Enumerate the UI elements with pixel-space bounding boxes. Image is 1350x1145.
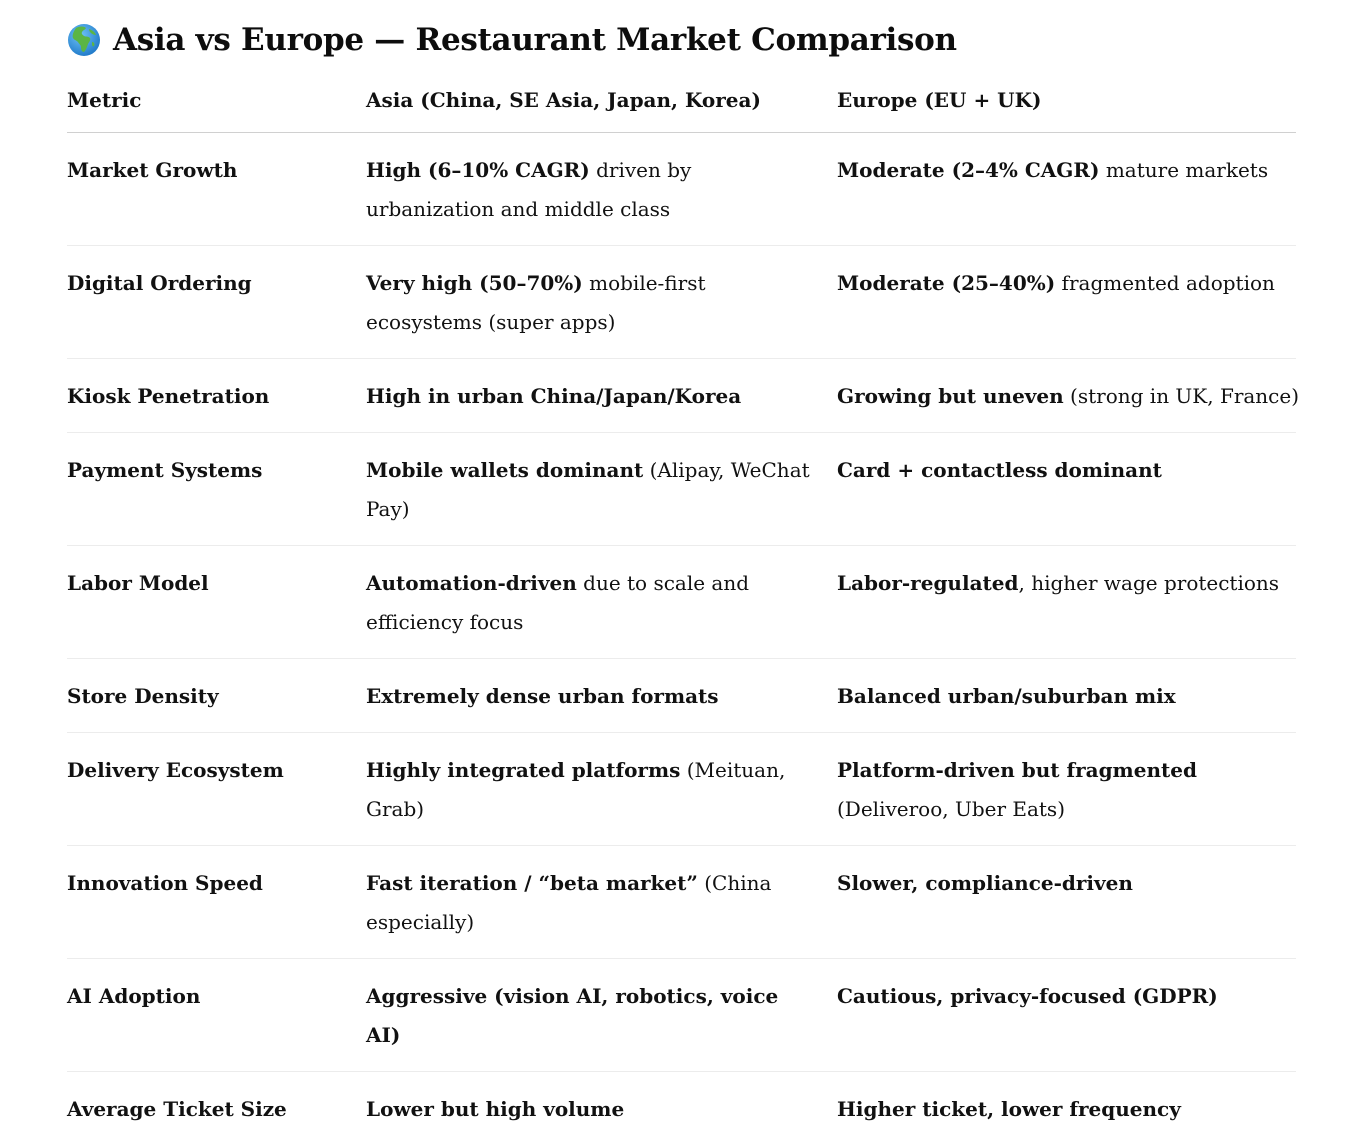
table-row bbox=[67, 546, 1296, 659]
table-header bbox=[67, 74, 1296, 133]
asia-highlight: High in urban China/Japan/Korea bbox=[366, 384, 741, 408]
europe-cell bbox=[837, 133, 1296, 246]
asia-highlight: Aggressive (vision AI, robotics, voice AI) bbox=[366, 984, 778, 1047]
metric-cell: Digital Ordering bbox=[67, 246, 366, 359]
table-row bbox=[67, 959, 1296, 1072]
table-row bbox=[67, 133, 1296, 246]
metric-cell: Delivery Ecosystem bbox=[67, 733, 366, 846]
asia-highlight: Highly integrated platforms bbox=[366, 758, 680, 782]
europe-highlight: Moderate (2–4% CAGR) bbox=[837, 158, 1099, 182]
table-row bbox=[67, 846, 1296, 959]
metric-cell: Payment Systems bbox=[67, 433, 366, 546]
metric-cell: Average Ticket Size bbox=[67, 1072, 366, 1145]
metric-cell: Kiosk Penetration bbox=[67, 359, 366, 433]
asia-cell bbox=[366, 133, 837, 246]
asia-highlight: Fast iteration / “beta market” bbox=[366, 871, 698, 895]
europe-highlight: Moderate (25–40%) bbox=[837, 271, 1055, 295]
table-row bbox=[67, 659, 1296, 733]
table-header-row bbox=[67, 74, 1296, 133]
europe-cell bbox=[837, 433, 1296, 546]
asia-detail: (China especially) bbox=[366, 871, 771, 934]
metric-cell: Innovation Speed bbox=[67, 846, 366, 959]
table-body bbox=[67, 133, 1296, 1145]
europe-detail: (Deliveroo, Uber Eats) bbox=[837, 797, 1065, 821]
asia-cell bbox=[366, 359, 837, 433]
header-asia: Asia (China, SE Asia, Japan, Korea) bbox=[366, 74, 837, 133]
asia-cell bbox=[366, 546, 837, 659]
asia-cell bbox=[366, 846, 837, 959]
table-row bbox=[67, 1072, 1296, 1145]
asia-detail: (Alipay, WeChat Pay) bbox=[366, 458, 810, 521]
europe-highlight: Cautious, privacy-focused (GDPR) bbox=[837, 984, 1218, 1008]
asia-highlight: Mobile wallets dominant bbox=[366, 458, 643, 482]
asia-cell bbox=[366, 733, 837, 846]
comparison-table bbox=[67, 74, 1296, 1145]
asia-cell bbox=[366, 246, 837, 359]
europe-cell bbox=[837, 733, 1296, 846]
asia-cell bbox=[366, 433, 837, 546]
table-row bbox=[67, 433, 1296, 546]
europe-highlight: Growing but uneven bbox=[837, 384, 1064, 408]
asia-highlight: Extremely dense urban formats bbox=[366, 684, 719, 708]
europe-cell bbox=[837, 1072, 1296, 1145]
header-europe: Europe (EU + UK) bbox=[837, 74, 1296, 133]
asia-cell bbox=[366, 1072, 837, 1145]
asia-detail: mobile-first ecosystems (super apps) bbox=[366, 271, 706, 334]
table-row bbox=[67, 359, 1296, 433]
metric-cell: Labor Model bbox=[67, 546, 366, 659]
table-row bbox=[67, 246, 1296, 359]
page-title-text: Asia vs Europe — Restaurant Market Comparison bbox=[113, 22, 957, 58]
europe-highlight: Card + contactless dominant bbox=[837, 458, 1162, 482]
asia-highlight: Lower but high volume bbox=[366, 1097, 624, 1121]
header-metric: Metric bbox=[67, 74, 366, 133]
europe-highlight: Labor-regulated bbox=[837, 571, 1018, 595]
asia-detail: (Meituan, Grab) bbox=[366, 758, 785, 821]
asia-cell bbox=[366, 659, 837, 733]
europe-cell bbox=[837, 959, 1296, 1072]
europe-cell bbox=[837, 359, 1296, 433]
page-title bbox=[67, 0, 1296, 60]
asia-detail: driven by urbanization and middle class bbox=[366, 158, 691, 221]
metric-cell: Store Density bbox=[67, 659, 366, 733]
asia-highlight: Very high (50–70%) bbox=[366, 271, 583, 295]
europe-cell bbox=[837, 546, 1296, 659]
europe-highlight: Slower, compliance-driven bbox=[837, 871, 1133, 895]
metric-cell: Market Growth bbox=[67, 133, 366, 246]
asia-detail: due to scale and efficiency focus bbox=[366, 571, 749, 634]
europe-highlight: Higher ticket, lower frequency bbox=[837, 1097, 1181, 1121]
europe-cell bbox=[837, 659, 1296, 733]
asia-cell bbox=[366, 959, 837, 1072]
table-row bbox=[67, 733, 1296, 846]
asia-highlight: High (6–10% CAGR) bbox=[366, 158, 590, 182]
europe-detail: fragmented adoption bbox=[1055, 271, 1275, 295]
metric-cell: AI Adoption bbox=[67, 959, 366, 1072]
europe-cell bbox=[837, 846, 1296, 959]
asia-highlight: Automation-driven bbox=[366, 571, 577, 595]
europe-detail: , higher wage protections bbox=[1018, 571, 1279, 595]
europe-highlight: Platform-driven but fragmented bbox=[837, 758, 1197, 782]
europe-detail: (strong in UK, France) bbox=[1064, 384, 1299, 408]
globe-europe-africa-icon bbox=[67, 23, 101, 57]
europe-highlight: Balanced urban/suburban mix bbox=[837, 684, 1176, 708]
europe-cell bbox=[837, 246, 1296, 359]
europe-detail: mature markets bbox=[1099, 158, 1268, 182]
